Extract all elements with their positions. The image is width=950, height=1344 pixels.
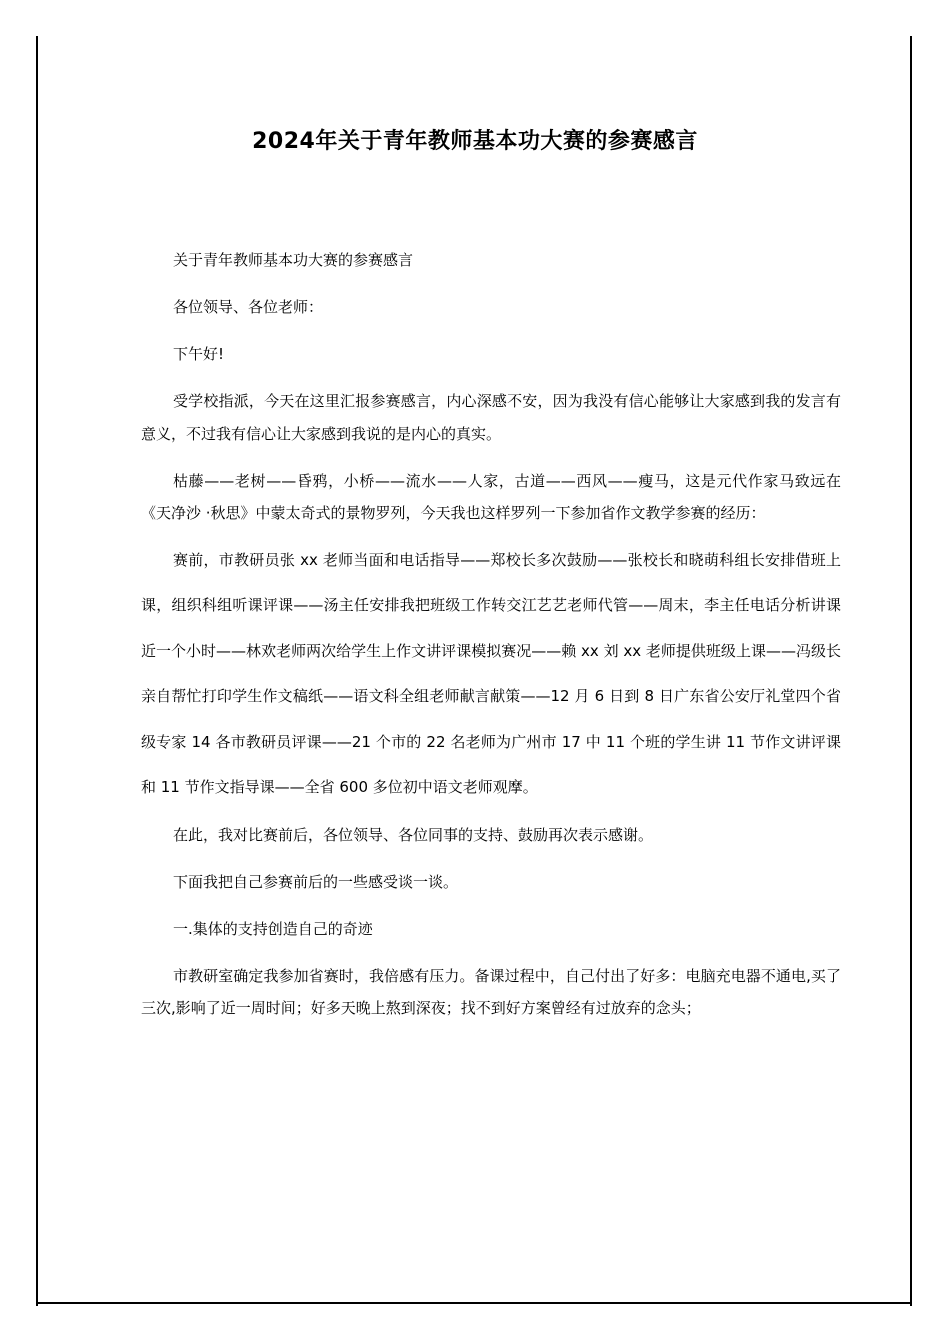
page-border-bottom [36, 1302, 912, 1304]
document-title: 2024年关于青年教师基本功大赛的参赛感言 [252, 129, 698, 154]
paragraph-intro: 受学校指派，今天在这里汇报参赛感言，内心深感不安，因为我没有信心能够让大家感到我的发言有意义，不过我有信心让大家感到我说的是内心的真实。 [141, 392, 841, 443]
document-body [141, 244, 841, 1039]
paragraph-experience: 赛前，市教研员张 xx 老师当面和电话指导——郑校长多次鼓励——张校长和晓萌科组长安排借班上课，组织科组听课评课——汤主任安排我把班级工作转交江艺艺老师代管——周末，李主任电话分析讲课近一个小时——林欢老师两次给学生上作文讲评课模拟赛况——赖 xx 刘 xx 老师提供班级上课——冯级长亲自帮忙打印学生作文稿纸——语文科全组老师献言献策——12 月 6 日到 8 日广东省公安厅礼堂四个省级专家 14 各市教研员评课——21 个市的 22 名老师为广州市 17 中 11 个班的学生讲 11 节作文讲评课和 11 节作文指导课——全省 600 多位初中语文老师观摩。 [141, 550, 841, 796]
paragraph-salutation: 各位领导、各位老师： [173, 298, 324, 316]
paragraph-transition: 下面我把自己参赛前后的一些感受谈一谈。 [173, 872, 459, 891]
paragraph-thanks: 在此，我对比赛前后，各位领导、各位同事的支持、鼓励再次表示感谢。 [173, 825, 654, 844]
page-border-left [36, 36, 38, 1306]
paragraph-poem: 枯藤——老树——昏鸦，小桥——流水——人家，古道——西风——瘦马，这是元代作家马致远在《天净沙 ·秋思》中蒙太奇式的景物罗列，今天我也这样罗列一下参加省作文教学参赛的经历： [141, 471, 841, 522]
section-heading-1: 一.集体的支持创造自己的奇迹 [173, 919, 373, 938]
paragraph-section-1: 市教研室确定我参加省赛时，我倍感有压力。备课过程中，自己付出了好多：电脑充电器不通电,买了三次,影响了近一周时间；好多天晚上熬到深夜；找不到好方案曾经有过放弃的念头； [141, 966, 841, 1017]
paragraph-greeting: 下午好! [173, 345, 225, 363]
paragraph-subtitle: 关于青年教师基本功大赛的参赛感言 [173, 251, 414, 269]
page-border-right [910, 36, 912, 1306]
